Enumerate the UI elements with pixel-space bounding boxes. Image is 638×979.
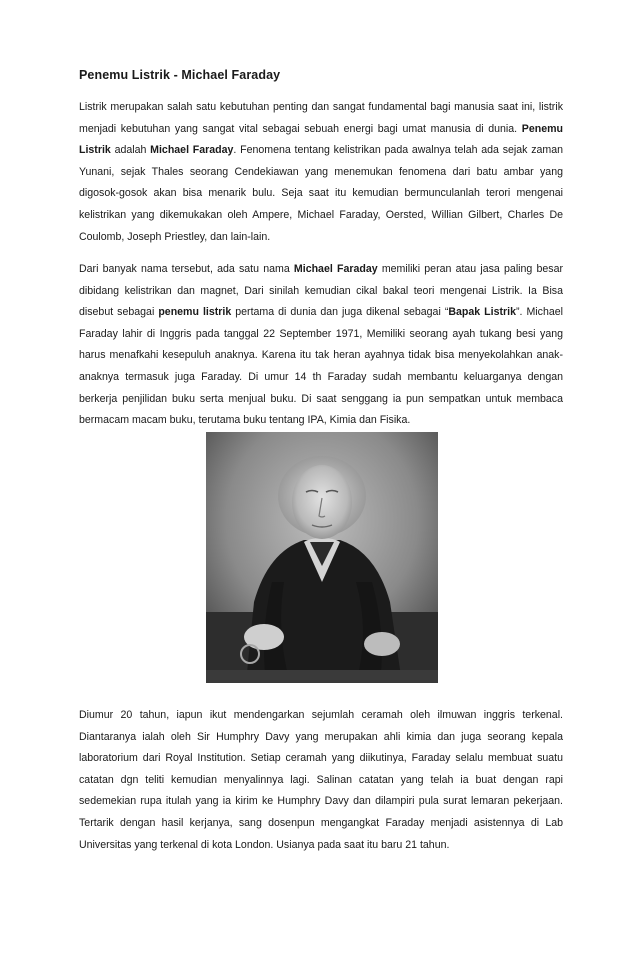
p2-bold-penemu-listrik: penemu listrik xyxy=(158,306,232,319)
p1-bold-penemu-listrik: Penemu Listrik xyxy=(79,122,563,157)
p1-text-1: Listrik merupakan salah satu kebutuhan penting dan sangat fundamental bagi manusia saat ini, listrik menjadi kebutuhan yang sangat vital sebagai sebuah energi bagi umat manusia di dunia. xyxy=(79,101,563,135)
p2-text-1: Dari banyak nama tersebut, ada satu nama xyxy=(79,263,294,275)
p2-text-4: ”. Michael Faraday lahir di Inggris pada tanggal 22 September 1971, Memiliki seorang ayah tukang besi yang harus menafkahi kesepuluh anaknya. Karena itu tak heran ayahnya tidak bisa menyekolahkan anak-anaknya termasuk juga Faraday. Di umur 14 th Faraday sudah membantu keluarganya dengan berkerja penjilidan buku serta menjual buku. Di saat senggang ia pun sempatkan untuk membaca bermacam macam buku, terutama buku tentang IPA, Kimia dan Fisika. xyxy=(79,306,563,427)
p2-text-2: memiliki peran atau jasa paling besar dibidang kelistrikan dan magnet, Dari sinilah kemudian cikal bakal teori mengenai Listrik. Ia Bisa disebut sebagai xyxy=(79,263,564,319)
p1-text-2: adalah xyxy=(110,144,151,157)
p2-text-3: pertama di dunia dan juga dikenal sebagai “ xyxy=(231,306,449,319)
p1-text-3: . Fenomena tentang kelistrikan pada awalnya telah ada sejak zaman Yunani, sejak Thales seorang Cendekiawan yang menemukan fenomena dari batu ambar yang digosok-gosok akan bisa menarik bulu. Seja saat itu kemudian bermunculanlah terori mengenai kelistrikan yang dikemukakan oleh Ampere, Michael Faraday, Oersted, Willian Gilbert, Charles De Coulomb, Joseph Priestley, dan lain-lain. xyxy=(79,144,563,243)
document-title: Penemu Listrik - Michael Faraday xyxy=(79,68,281,82)
faraday-portrait-image xyxy=(206,432,438,683)
paragraph-3: Diumur 20 tahun, iapun ikut mendengarkan sejumlah ceramah oleh ilmuwan inggris terkenal. Diantaranya ialah oleh Sir Humphry Davy yang merupakan ahli kimia dan juga seorang kepala laboratorium dari Royal Institution. Setiap ceramah yang diikutinya, Faraday selalu membuat suatu catatan dgn teliti kemudian menyalinnya lagi. Salinan catatan yang telah ia buat dengan rapi sedemekian rupa itulah yang ia kirim ke Humphry Davy dan dilampiri pula surat lemaran pekerjaan. Tertarik dengan hasil kerjanya, sang dosenpun mengangkat Faraday menjadi asistennya di Lab Universitas yang terkenal di kota London. Usianya pada saat itu baru 21 tahun. xyxy=(79,709,563,851)
p1-bold-michael-faraday: Michael Faraday xyxy=(150,144,234,157)
p2-bold-michael-faraday: Michael Faraday xyxy=(293,263,378,275)
p2-bold-bapak-listrik: Bapak Listrik xyxy=(448,306,516,319)
paragraph-1 xyxy=(79,97,563,248)
paragraph-2 xyxy=(79,259,563,432)
